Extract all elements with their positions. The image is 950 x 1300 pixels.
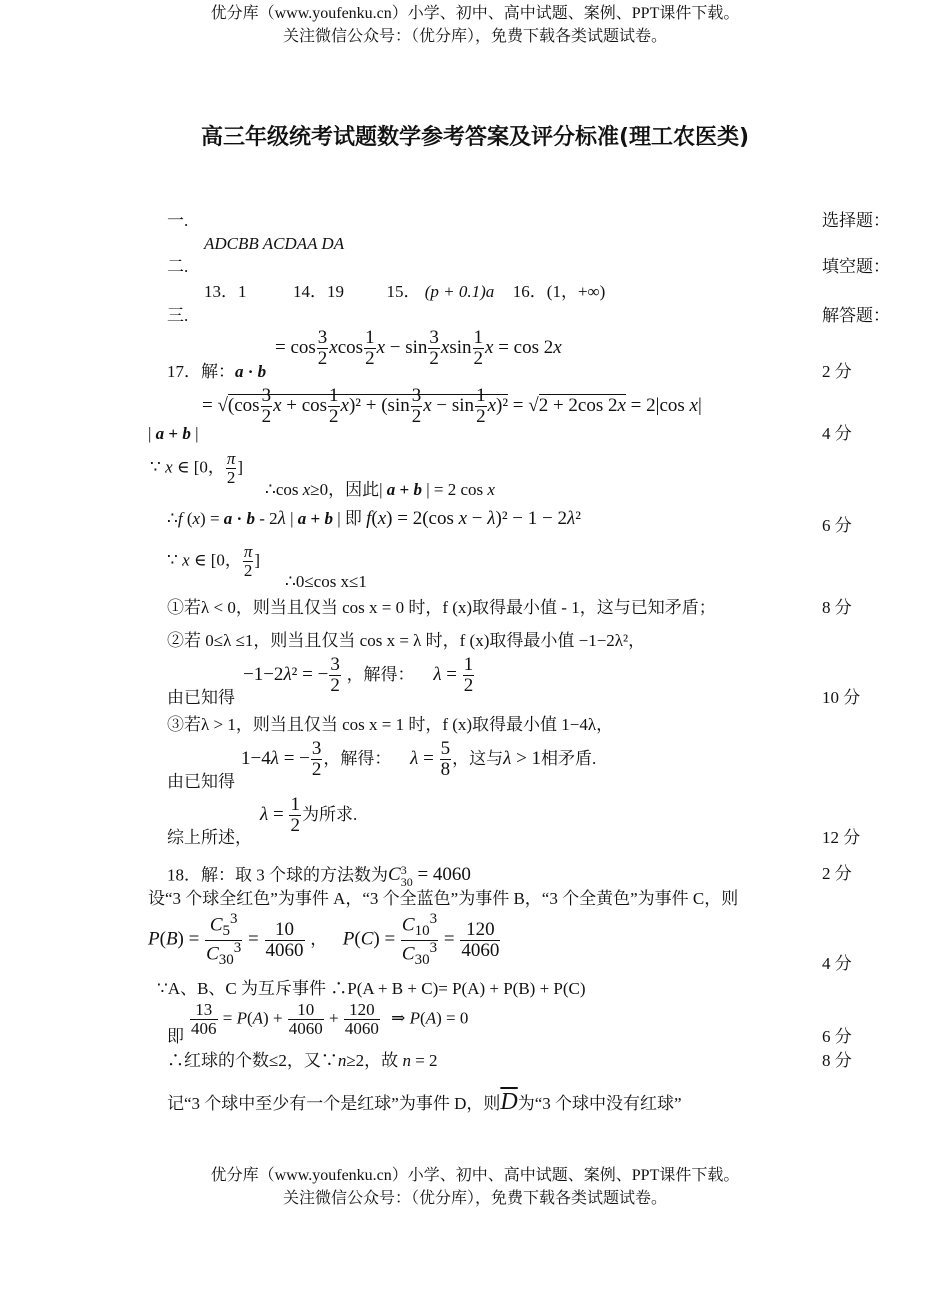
q17-case-2: ②若 0≤λ ≤1，则当且仅当 cos x = λ 时，f (x)取得最小值 −1−2λ²， (167, 631, 646, 650)
footer-line-2: 关注微信公众号：（优分库），免费下载各类试题试卷。 (282, 1190, 667, 1207)
score-q17-step3: 6 分 (822, 516, 852, 535)
q17-intro: 17．解：a · b (167, 362, 267, 381)
fill-in-15: 15． (386, 282, 421, 301)
score-q17-step5: 10 分 (822, 688, 861, 707)
q17-case-2-equation: −1−2λ² = − $\frac{3}{2}$ ，解得： λ = $\frac{1}{2}$ (243, 654, 474, 696)
header-line-2: 关注微信公众号：（优分库），免费下载各类试题试卷。 (282, 28, 667, 45)
q18-events: 设“3 个球全红色”为事件 A，“3 个全蓝色”为事件 B，“3 个全黄色”为事件 C，则 (148, 889, 739, 908)
q17-f-definition: ∴f (x) = a · b - 2λ | a + b | 即 f(x) = 2(cos x − λ)² − 1 − 2λ² (167, 508, 581, 529)
fill-in-13: 13．1 (204, 282, 247, 301)
section-two-label: 填空题： (822, 257, 890, 276)
score-q17-step2: 4 分 (822, 424, 852, 443)
fill-in-answers (204, 282, 605, 302)
footer-line-1: 优分库（www.youfenku.cn）小学、初中、高中试题、案例、PPT课件下载。 (210, 1167, 740, 1184)
score-q17-step1: 2 分 (822, 362, 852, 381)
q17-domain-1: ∵ x ∈ [0， $\frac{\pi}{2}$ ] (150, 449, 244, 487)
q17-cos-range: ∴0≤cos x≤1 (285, 572, 367, 591)
q17-conclusion-label: 综上所述， (167, 828, 252, 847)
q18-solve-equation: $\frac{13}{406}$ = P(A) + $\frac{10}{4060}$ + $\frac{120}{4060}$ ⇒ P(A) = 0 (191, 1000, 469, 1038)
page-title: 高三年级统考试题数学参考答案及评分标准(理工农医类) (200, 125, 750, 150)
score-q18-step2: 4 分 (822, 954, 852, 973)
q17-intro-label: 17．解： (167, 362, 235, 381)
fill-in-15-answer: (p + 0.1)a (424, 282, 495, 301)
q18-probabilities: P(B) = $\frac{C_5^3}{C_{30}^3}$ = $\frac{10}{4060}$ ， P(C) = $\frac{C_{10}^3}{C_{30}^3}$ = $\frac{120}{4060}$ (148, 911, 500, 968)
score-q17-step6: 12 分 (822, 828, 861, 847)
section-one-label: 选择题： (822, 211, 890, 230)
score-q18-step3: 6 分 (822, 1027, 852, 1046)
q18-red-count: ∴红球的个数≤2，又∵n≥2，故 n = 2 (167, 1051, 438, 1070)
q17-conclusion-equation: λ = $\frac{1}{2}$ 为所求. (260, 794, 358, 836)
q17-case-3-equation: 1−4λ = − $\frac{3}{2}$ ，解得： λ = $\frac{5}{8}$ ，这与λ > 1相矛盾. (241, 738, 597, 780)
q17-cos-nonnegative: ∴cos x≥0，因此| a + b | = 2 cos x (265, 480, 495, 499)
q17-domain-2: ∵ x ∈ [0， $\frac{\pi}{2}$ ] (167, 542, 261, 580)
q17-norm-label: | a + b | (148, 424, 199, 443)
q18-intro: 18．解：取 3 个球的方法数为C 3 30 = 4060 (167, 863, 471, 889)
q17-norm-expression: = √(cos $\frac{3}{2}$ x + cos $\frac{1}{2}$ x)² + (sin $\frac{3}{2}$ x − sin $\frac{1}{2}$ x)² = √2 + 2cos 2x = 2|cos x| (202, 385, 702, 427)
multiple-choice-answers: ADCBB ACDAA DA (204, 234, 345, 253)
q18-solve-label: 即 (167, 1027, 184, 1046)
header-line-1: 优分库（www.youfenku.cn）小学、初中、高中试题、案例、PPT课件下载。 (210, 5, 740, 22)
fill-in-16: 16．(1，+∞) (512, 282, 606, 301)
section-three-label: 解答题： (822, 306, 890, 325)
fill-in-14: 14．19 (293, 282, 344, 301)
q17-case-3: ③若λ > 1，则当且仅当 cos x = 1 时，f (x)取得最小值 1−4λ， (167, 715, 614, 734)
score-q17-step4: 8 分 (822, 598, 852, 617)
score-q18-step4: 8 分 (822, 1051, 852, 1070)
section-three-number: 三. (167, 306, 189, 325)
section-one-number: 一. (167, 211, 189, 230)
section-two-number: 二. (167, 257, 189, 276)
q18-mutual-exclusive: ∵A、B、C 为互斥事件 ∴P(A + B + C)= P(A) + P(B) + P(C) (157, 979, 586, 998)
q17-case-1: ①若λ < 0，则当且仅当 cos x = 0 时，f (x)取得最小值 - 1，这与已知矛盾； (167, 598, 716, 617)
q17-case-2-label: 由已知得 (167, 688, 235, 707)
q17-dot-product-expression: = cos $\frac{3}{2}$ xcos $\frac{1}{2}$ x − sin $\frac{3}{2}$ xsin $\frac{1}{2}$ x = cos 2x (275, 327, 562, 369)
q18-event-d: 记“3 个球中至少有一个是红球”为事件 D，则$\overline{D}$为“3 个球中没有红球” (167, 1089, 682, 1115)
score-q18-step1: 2 分 (822, 864, 852, 883)
q17-case-3-label: 由已知得 (167, 772, 235, 791)
